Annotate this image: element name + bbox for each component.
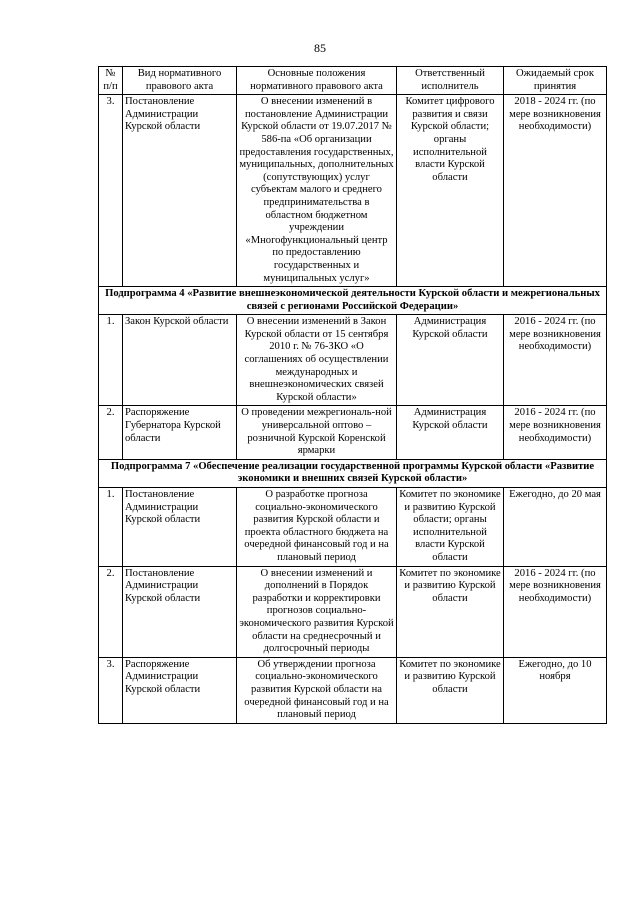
row-provisions: Об утверждении прогноза социально-экономического развития Курской области на очередной финансовый год и на плановый период xyxy=(237,657,397,723)
row-term: 2016 - 2024 гг. (по мере возникновения необходимости) xyxy=(504,406,607,459)
row-provisions: О внесении изменений и дополнений в Порядок разработки и корректировки прогнозов социально-экономического развития Курской области на среднесрочный и долгосрочный периоды xyxy=(237,566,397,657)
row-num: 2. xyxy=(99,406,123,459)
section-row-subprogram-4 xyxy=(99,287,607,315)
row-num: 1. xyxy=(99,315,123,406)
row-act-type: Постановление Администрации Курской области xyxy=(123,566,237,657)
row-provisions: О разработке прогноза социально-экономического развития Курской области и проекта областного бюджета на очередной финансовый год и на плановый период xyxy=(237,488,397,567)
row-provisions: О внесении изменений в Закон Курской области от 15 сентября 2010 г. № 76-ЗКО «О соглашениях об осуществлении международных и внешнеэкономических связей Курской области» xyxy=(237,315,397,406)
row-num: 3. xyxy=(99,657,123,723)
row-term: 2018 - 2024 гг. (по мере возникновения необходимости) xyxy=(504,95,607,287)
row-num: 2. xyxy=(99,566,123,657)
row-executor: Комитет цифрового развития и связи Курской области; органы исполнительной власти Курской области xyxy=(397,95,504,287)
header-provisions: Основные положения нормативного правового акта xyxy=(237,67,397,95)
table-row xyxy=(99,488,607,567)
row-executor: Администрация Курской области xyxy=(397,406,504,459)
table-row xyxy=(99,95,607,287)
table-row xyxy=(99,406,607,459)
row-act-type: Постановление Администрации Курской области xyxy=(123,488,237,567)
section-title: Подпрограмма 4 «Развитие внешнеэкономической деятельности Курской области и межрегиональных связей с регионами Российской Федерации» xyxy=(99,287,607,315)
row-act-type: Постановление Администрации Курской области xyxy=(123,95,237,287)
row-executor: Администрация Курской области xyxy=(397,315,504,406)
row-num: 3. xyxy=(99,95,123,287)
header-term: Ожидаемый срок принятия xyxy=(504,67,607,95)
header-executor: Ответственный исполнитель xyxy=(397,67,504,95)
row-executor: Комитет по экономике и развитию Курской области xyxy=(397,657,504,723)
section-row-subprogram-7 xyxy=(99,459,607,487)
row-executor: Комитет по экономике и развитию Курской области xyxy=(397,566,504,657)
page-number: 85 xyxy=(314,41,326,55)
row-executor: Комитет по экономике и развитию Курской области; органы исполнительной власти Курской области xyxy=(397,488,504,567)
row-provisions: О проведении межрегиональ-ной универсальной оптово – розничной Курской Коренской ярмарки xyxy=(237,406,397,459)
row-term: Ежегодно, до 10 ноября xyxy=(504,657,607,723)
header-type: Вид нормативного правового акта xyxy=(123,67,237,95)
row-act-type: Распоряжение Администрации Курской области xyxy=(123,657,237,723)
header-num: № п/п xyxy=(99,67,123,95)
row-term: Ежегодно, до 20 мая xyxy=(504,488,607,567)
table-row xyxy=(99,566,607,657)
table-row xyxy=(99,315,607,406)
table-row xyxy=(99,657,607,723)
legal-acts-table xyxy=(98,66,607,724)
section-title: Подпрограмма 7 «Обеспечение реализации государственной программы Курской области «Развитие экономики и внешних связей Курской области» xyxy=(99,459,607,487)
row-act-type: Закон Курской области xyxy=(123,315,237,406)
row-term: 2016 - 2024 гг. (по мере возникновения необходимости) xyxy=(504,566,607,657)
row-num: 1. xyxy=(99,488,123,567)
row-act-type: Распоряжение Губернатора Курской области xyxy=(123,406,237,459)
row-term: 2016 - 2024 гг. (по мере возникновения необходимости) xyxy=(504,315,607,406)
row-provisions: О внесении изменений в постановление Администрации Курской области от 19.07.2017 № 586-па «Об организации предоставления государственных, муниципальных, дополнительных (сопутствующих) услуг субъектам малого и среднего предпринимательства в областном бюджетном учреждении «Многофункциональный центр по предоставлению государственных и муниципальных услуг» xyxy=(237,95,397,287)
table-header xyxy=(99,67,607,95)
